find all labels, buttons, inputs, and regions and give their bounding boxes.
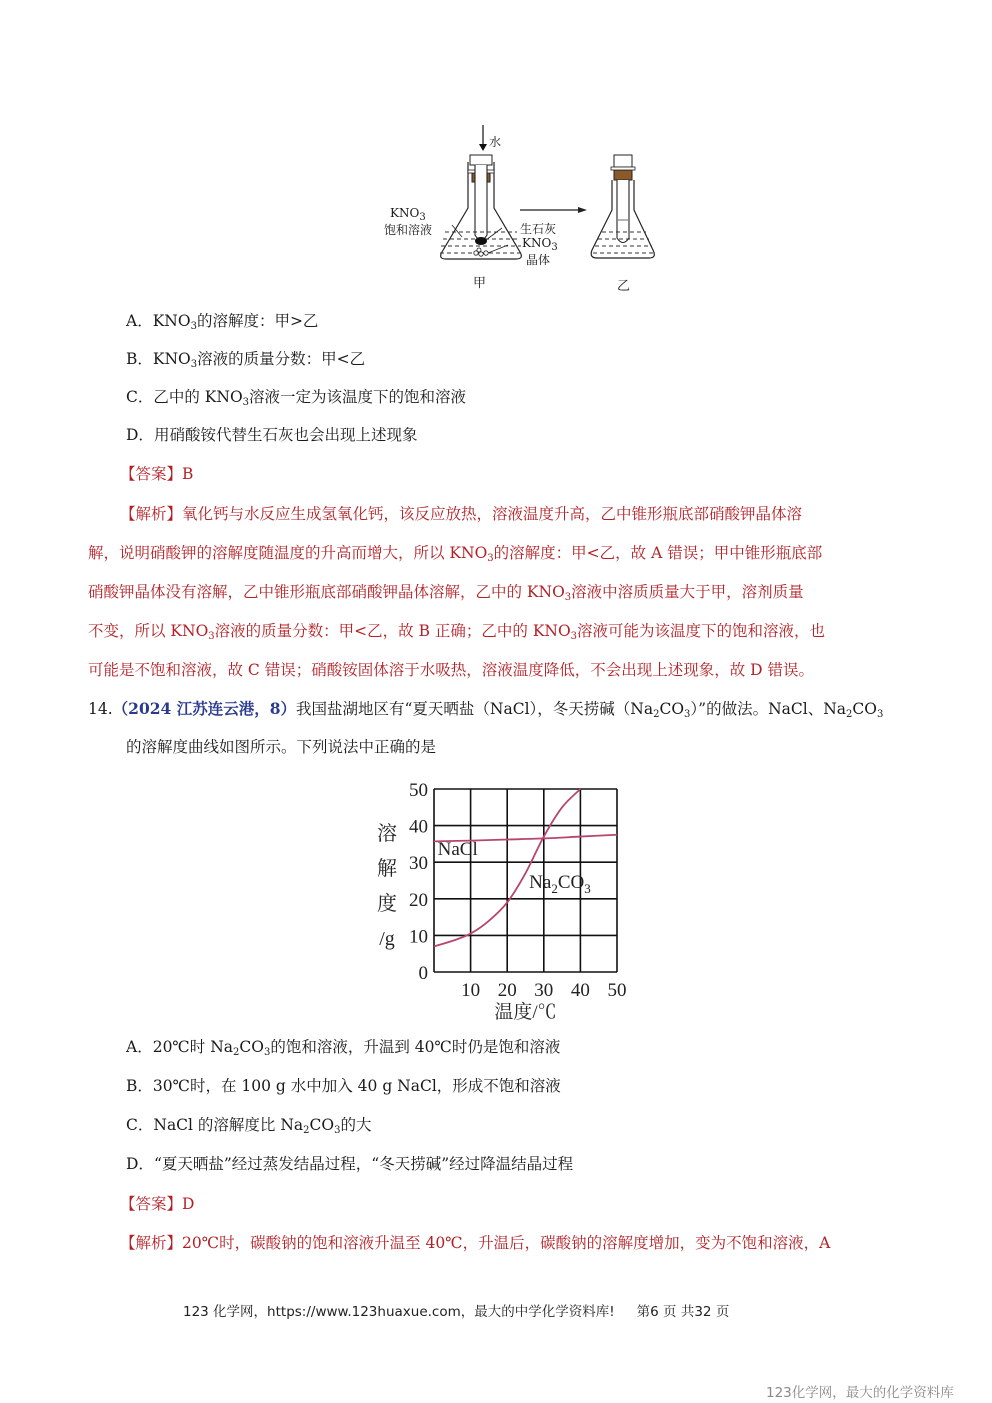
option-text: 的溶解度：甲>乙 xyxy=(196,312,319,330)
quicklime-label: 生石灰 xyxy=(520,222,557,236)
stem-text: 我国盐湖地区有“夏天晒盐（NaCl），冬天捞碱（Na xyxy=(295,700,654,718)
subscript: 3 xyxy=(564,592,572,603)
water-arrow-head xyxy=(479,144,487,151)
series-label-nacl: NaCl xyxy=(437,838,478,860)
label-text: Na xyxy=(529,871,552,893)
flask-b xyxy=(591,155,654,258)
option-letter: A． xyxy=(126,312,153,330)
experiment-figure xyxy=(380,120,660,300)
subscript: 3 xyxy=(487,553,494,564)
question-number: 14. xyxy=(88,700,113,718)
option-letter: A． xyxy=(126,1038,153,1056)
y-tick-label: 0 xyxy=(418,963,428,984)
option-text: 乙中的 KNO xyxy=(153,388,243,406)
question-source: （2024 江苏连云港，8） xyxy=(112,699,296,718)
y-axis-label-char: 度 xyxy=(377,893,397,915)
subscript: 2 xyxy=(551,880,558,896)
subscript: 2 xyxy=(846,709,853,720)
answer-label: 【答案】 xyxy=(120,1195,183,1213)
subscript: 3 xyxy=(684,709,691,720)
option-letter: D． xyxy=(126,1155,154,1173)
subscript: 3 xyxy=(263,1047,271,1058)
kno3-text: KNO xyxy=(390,206,420,220)
kno3-crystal-label xyxy=(522,236,558,253)
label-text: CO xyxy=(557,871,585,893)
kno3-crystals xyxy=(474,248,488,256)
stem-text: CO xyxy=(659,700,685,718)
option-text: NaCl 的溶解度比 Na xyxy=(153,1116,304,1134)
subscript: 3 xyxy=(334,1125,341,1136)
analysis-text: 的溶解度：甲<乙，故 A 错误；甲中锥形瓶底部 xyxy=(493,544,823,562)
q13-answer xyxy=(120,464,193,484)
kno3-text: KNO xyxy=(522,236,552,250)
option-text: “夏天晒盐”经过蒸发结晶过程，“冬天捞碱”经过降温结晶过程 xyxy=(153,1155,574,1173)
q13-analysis-line-4 xyxy=(88,621,825,641)
footer-text: 123 化学网，https://www.123huaxue.com，最大的中学化学资料库! xyxy=(183,1304,615,1320)
page-footer xyxy=(183,1300,729,1320)
x-tick-label: 10 xyxy=(461,980,481,1001)
q14-option-c xyxy=(126,1115,372,1135)
y-tick-label: 40 xyxy=(409,816,428,838)
option-text: 30℃时，在 100 g 水中加入 40 g NaCl，形成不饱和溶液 xyxy=(152,1077,561,1095)
y-axis-label-char: 溶 xyxy=(377,823,397,845)
q13-option-a xyxy=(126,311,318,331)
option-text: 溶液一定为该温度下的饱和溶液 xyxy=(249,388,467,406)
flask-a-label: 甲 xyxy=(473,276,487,291)
q14-option-d xyxy=(126,1154,573,1174)
q13-option-d xyxy=(126,425,417,445)
x-tick-label: 20 xyxy=(497,980,517,1001)
x-tick-label: 40 xyxy=(570,980,590,1001)
option-text: CO xyxy=(239,1038,264,1056)
analysis-text: 硝酸钾晶体没有溶解，乙中锥形瓶底部硝酸钾晶体溶解，乙中的 KNO xyxy=(88,583,565,601)
q13-analysis-line-2 xyxy=(88,543,822,563)
q13-analysis-line-5 xyxy=(88,660,814,680)
y-tick-label: 10 xyxy=(409,926,428,948)
analysis-text: 不变，所以 KNO xyxy=(88,622,209,640)
flask-b-label: 乙 xyxy=(617,279,631,294)
analysis-text: 解，说明硝酸钾的溶解度随温度的升高而增大，所以 KNO xyxy=(88,544,488,562)
q14-answer xyxy=(120,1194,194,1214)
option-text: 的饱和溶液，升温到 40℃时仍是饱和溶液 xyxy=(270,1038,561,1056)
answer-value: D xyxy=(182,1195,195,1213)
y-tick-label: 50 xyxy=(409,780,428,801)
series-label-na2co3 xyxy=(529,872,591,896)
subscript: 2 xyxy=(233,1047,240,1058)
q13-option-b xyxy=(126,349,365,369)
q14-stem-line-1 xyxy=(88,699,883,719)
option-letter: C． xyxy=(126,388,154,406)
solubility-chart xyxy=(365,770,630,1020)
subscript: 3 xyxy=(419,212,426,223)
analysis-text: 溶液的质量分数：甲<乙，故 B 正确；乙中的 KNO xyxy=(214,622,571,640)
option-text: 溶液的质量分数：甲<乙 xyxy=(197,350,366,368)
answer-label: 【答案】 xyxy=(120,465,183,483)
analysis-label: 【解析】 xyxy=(120,505,183,523)
option-text: 用硝酸铵代替生石灰也会出现上述现象 xyxy=(153,426,418,444)
q14-analysis-line-1 xyxy=(120,1233,830,1253)
subscript: 3 xyxy=(551,242,558,253)
analysis-text: 溶液中溶质质量大于甲，溶剂质量 xyxy=(571,583,804,601)
stem-text: ）”的做法。NaCl、Na xyxy=(690,700,847,718)
subscript: 3 xyxy=(190,359,198,370)
flask-a xyxy=(440,155,522,259)
option-text: KNO xyxy=(152,350,191,368)
option-letter: C． xyxy=(126,1116,154,1134)
subscript: 3 xyxy=(208,631,215,642)
option-text: CO xyxy=(309,1116,335,1134)
analysis-text: 溶液可能为该温度下的饱和溶液，也 xyxy=(577,622,826,640)
y-axis-label-char: /g xyxy=(379,928,395,950)
q14-stem-line-2: 的溶解度曲线如图所示。下列说法中正确的是 xyxy=(126,738,437,756)
analysis-text: 氧化钙与水反应生成氢氧化钙，该反应放热，溶液温度升高，乙中锥形瓶底部硝酸钾晶体溶 xyxy=(182,505,803,523)
option-text: 20℃时 Na xyxy=(152,1038,233,1056)
subscript: 2 xyxy=(303,1125,310,1136)
watermark: 123化学网，最大的化学资料库 xyxy=(766,1385,954,1401)
y-tick-label: 20 xyxy=(409,889,428,911)
y-axis-label-char: 解 xyxy=(377,858,397,880)
q13-analysis-line-3 xyxy=(88,582,804,602)
subscript: 3 xyxy=(190,321,197,332)
water-label: 水 xyxy=(489,135,502,149)
kno3-solution-label xyxy=(390,206,426,223)
saturated-solution-label: 饱和溶液 xyxy=(384,223,433,237)
subscript: 3 xyxy=(584,880,591,896)
option-letter: B． xyxy=(126,350,153,368)
crystal-label: 晶体 xyxy=(526,253,551,267)
option-letter: D． xyxy=(126,426,154,444)
subscript: 3 xyxy=(876,709,884,720)
option-text: KNO xyxy=(152,312,191,330)
x-tick-label: 30 xyxy=(534,980,554,1001)
x-axis-label: 温度/℃ xyxy=(494,1002,557,1020)
x-tick-label: 50 xyxy=(607,980,627,1001)
subscript: 3 xyxy=(242,397,250,408)
q14-option-a xyxy=(126,1037,560,1057)
analysis-label: 【解析】 xyxy=(120,1234,183,1252)
q13-analysis-line-1 xyxy=(120,504,802,524)
analysis-text: 可能是不饱和溶液，故 C 错误；硝酸铵固体溶于水吸热，溶液温度降低，不会出现上述现象，故 D 错误。 xyxy=(88,661,814,679)
y-tick-label: 30 xyxy=(409,853,428,875)
stem-text: CO xyxy=(852,700,877,718)
q14-option-b xyxy=(126,1076,561,1096)
analysis-text: 20℃时，碳酸钠的饱和溶液升温至 40℃，升温后，碳酸钠的溶解度增加，变为不饱和溶液，A xyxy=(182,1234,831,1252)
option-letter: B． xyxy=(126,1077,153,1095)
q13-option-c xyxy=(126,387,466,407)
page-number: 第6 页 共32 页 xyxy=(636,1304,730,1320)
subscript: 2 xyxy=(653,709,660,720)
subscript: 3 xyxy=(570,631,578,642)
quicklime xyxy=(475,237,487,245)
option-text: 的大 xyxy=(340,1116,372,1134)
answer-value: B xyxy=(182,465,194,483)
